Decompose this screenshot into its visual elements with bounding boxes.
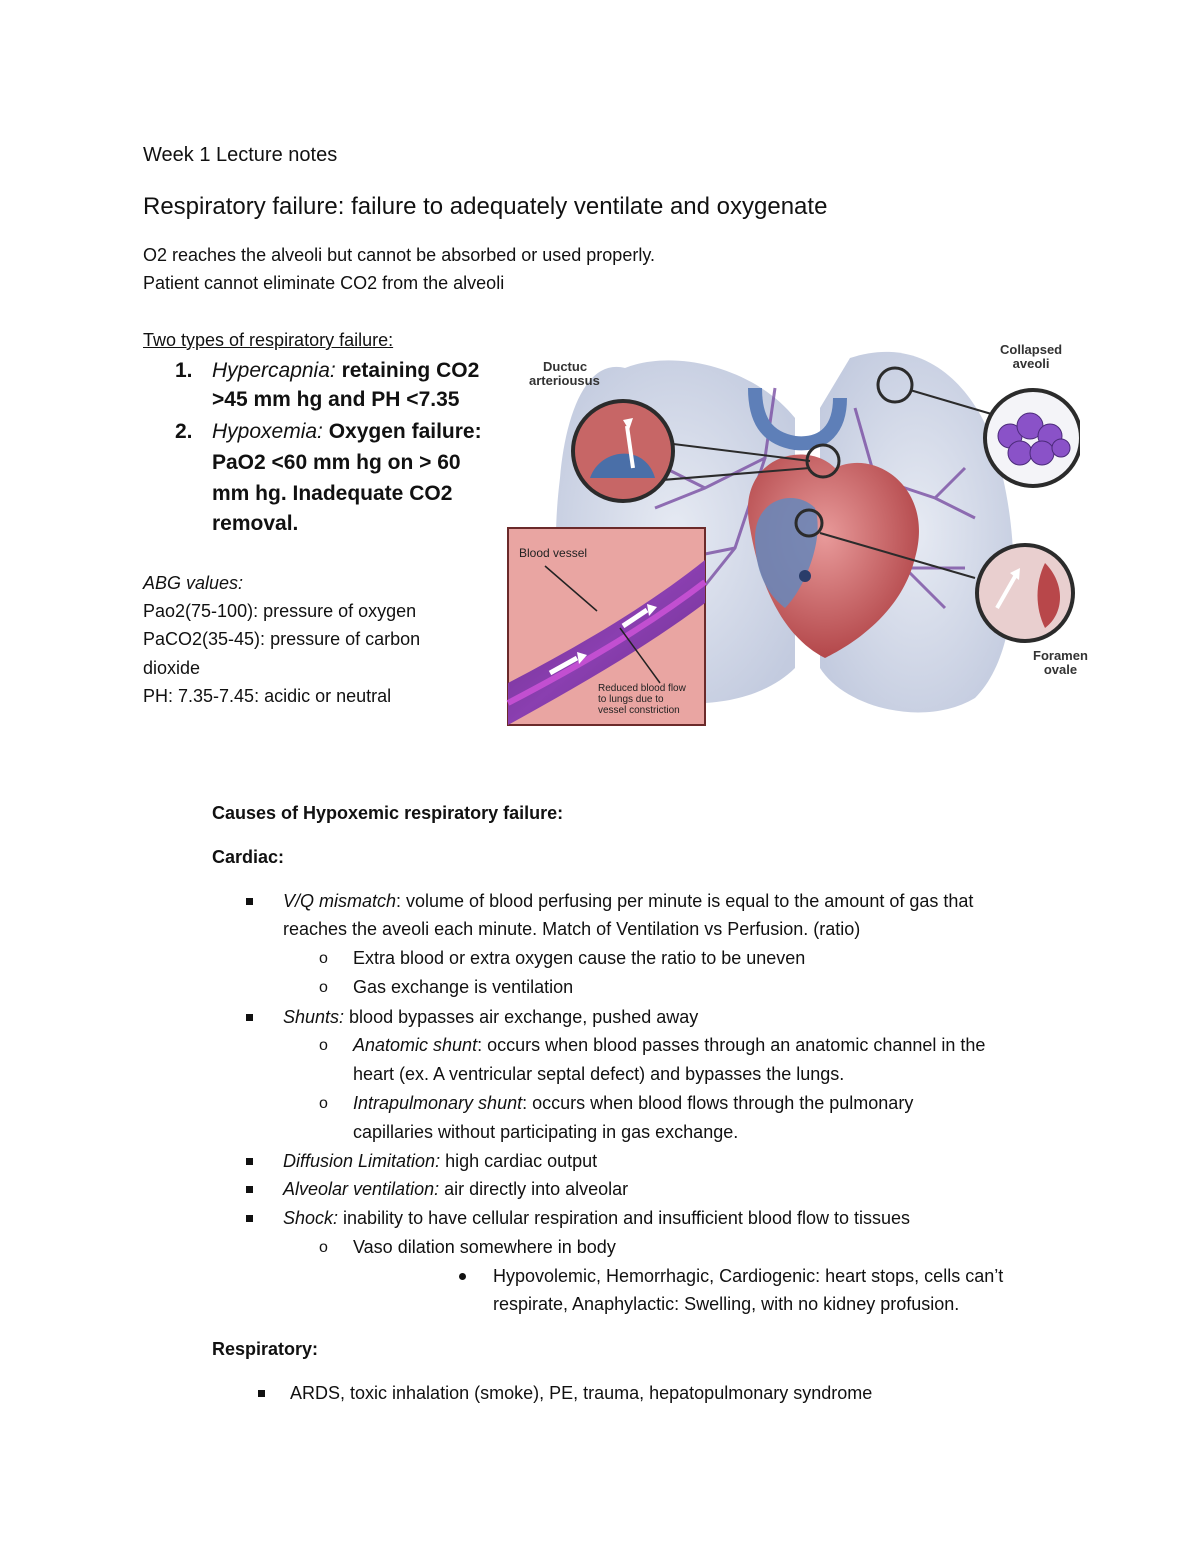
ductus-label-line-2: arteriousus [529, 373, 600, 388]
ductus-zoom [573, 401, 673, 501]
heart-lungs-figure [505, 328, 1088, 726]
doc-header: Week 1 Lecture notes [143, 144, 338, 166]
causes-heading: Causes of Hypoxemic respiratory failure: [212, 803, 564, 823]
alveolar-rest: air directly into alveolar [439, 1179, 629, 1199]
type-2-line-3: mm hg. Inadequate CO2 [212, 482, 453, 505]
cardiac-heading: Cardiac: [212, 847, 285, 867]
bullet-square [246, 898, 253, 905]
bullet-square [246, 1215, 253, 1222]
vq-line-1 [283, 891, 973, 912]
type-1-number: 1. [175, 359, 193, 382]
bullet-square [246, 1158, 253, 1165]
shunts-line [283, 1007, 698, 1028]
abg-row-2 [143, 629, 420, 650]
collapsed-label-line-2: aveoli [1012, 356, 1050, 371]
abg-row-3: dioxide [143, 658, 201, 678]
abg-row-4-text: acidic or neutral [259, 686, 392, 706]
bullet-circle: o [319, 1239, 328, 1256]
shunts-term: Shunts: [283, 1007, 345, 1027]
types-heading: Two types of respiratory failure: [143, 330, 394, 350]
diffusion-line [283, 1151, 597, 1172]
shunts-rest: blood bypasses air exchange, pushed away [344, 1007, 699, 1027]
reduced-line-3: vessel constriction [598, 705, 680, 716]
shock-term: Shock: [283, 1208, 339, 1228]
bullet-circle: o [319, 1037, 328, 1054]
collapsed-label-line-1: Collapsed [1000, 342, 1063, 357]
type-2-line-4: removal. [212, 512, 299, 535]
vq-rest: : volume of blood perfusing per minute is equal to the amount of gas that [396, 891, 974, 911]
intrapulmonary-line-1 [353, 1093, 913, 1114]
type-2-term: Hypoxemia: [212, 420, 323, 443]
type-1-line-2: >45 mm hg and PH <7.35 [212, 388, 460, 411]
type-1-line-1 [212, 359, 479, 383]
vq-line-2: reaches the aveoli each minute. Match of Ventilation vs Perfusion. (ratio) [283, 919, 861, 939]
intrapulmonary-line-2: capillaries without participating in gas exchange. [353, 1122, 739, 1142]
foramen-label-line-2: ovale [1043, 662, 1078, 677]
collapsed-label [1000, 343, 1062, 371]
bullet-square [246, 1186, 253, 1193]
bullet-circle: o [319, 1095, 328, 1112]
type-2-desc: Oxygen failure: [322, 420, 482, 443]
intro-line-1: O2 reaches the alveoli but cannot be absorbed or used properly. [143, 245, 655, 265]
bullet-circle: o [319, 950, 328, 967]
type-1-term: Hypercapnia: [212, 359, 336, 382]
abg-row-4-label: PH: 7.35-7.45: [143, 686, 260, 706]
bullet-square [258, 1390, 265, 1397]
shock-rest: inability to have cellular respiration and insufficient blood flow to tissues [338, 1208, 911, 1228]
shock-sub: Vaso dilation somewhere in body [353, 1237, 616, 1257]
bullet-dot [459, 1273, 466, 1280]
diffusion-rest: high cardiac output [440, 1151, 598, 1171]
intro-line-2: Patient cannot eliminate CO2 from the alveoli [143, 273, 505, 293]
reduced-line-1: Reduced blood flow [598, 683, 686, 694]
diffusion-term: Diffusion Limitation: [283, 1151, 441, 1171]
abg-row-2-text: pressure of carbon [265, 629, 421, 649]
abg-row-1-label: Pao2(75-100): [143, 601, 259, 621]
type-2-line-2: PaO2 <60 mm hg on > 60 [212, 451, 461, 474]
shock-subsub-1: Hypovolemic, Hemorrhagic, Cardiogenic: heart stops, cells can’t [493, 1266, 1004, 1286]
reduced-flow-label [598, 683, 686, 716]
foramen-label-line-1: Foramen [1033, 648, 1088, 663]
anatomic-rest: : occurs when blood passes through an anatomic channel in the [477, 1035, 986, 1055]
intrapulmonary-term: Intrapulmonary shunt [353, 1093, 523, 1113]
type-2-line-1 [212, 420, 482, 444]
ductus-label [529, 360, 600, 388]
vq-term: V/Q mismatch [283, 891, 397, 911]
respiratory-item: ARDS, toxic inhalation (smoke), PE, trauma, hepatopulmonary syndrome [290, 1383, 873, 1403]
collapsed-alveoli-zoom [985, 390, 1080, 486]
abg-row-4 [143, 686, 391, 707]
ductus-label-line-1: Ductuc [543, 359, 588, 374]
page-title: Respiratory failure: failure to adequately ventilate and oxygenate [143, 193, 828, 220]
blood-vessel-label: Blood vessel [519, 546, 588, 560]
reduced-line-2: to lungs due to [598, 694, 664, 705]
abg-row-2-label: PaCO2(35-45): [143, 629, 266, 649]
anatomic-term: Anatomic shunt [353, 1035, 478, 1055]
abg-row-1 [143, 601, 416, 622]
vq-sub-1: Extra blood or extra oxygen cause the ratio to be uneven [353, 948, 806, 968]
shock-subsub-2: respirate, Anaphylactic: Swelling, with no kidney profusion. [493, 1294, 960, 1314]
intrapulmonary-rest: : occurs when blood flows through the pulmonary [522, 1093, 914, 1113]
abg-row-1-text: pressure of oxygen [258, 601, 417, 621]
bullet-circle: o [319, 979, 328, 996]
foramen-zoom [977, 545, 1073, 641]
vq-sub-2: Gas exchange is ventilation [353, 977, 574, 997]
type-1-desc: retaining CO2 [335, 359, 480, 382]
bullet-square [246, 1014, 253, 1021]
anatomic-line-2: heart (ex. A ventricular septal defect) and bypasses the lungs. [353, 1064, 845, 1084]
shock-line [283, 1208, 910, 1229]
alveolar-term: Alveolar ventilation: [283, 1179, 440, 1199]
alveolar-line [283, 1179, 628, 1200]
respiratory-heading: Respiratory: [212, 1339, 319, 1359]
foramen-label [1033, 649, 1088, 677]
abg-heading: ABG values: [143, 573, 244, 593]
type-2-number: 2. [175, 420, 193, 443]
anatomic-line-1 [353, 1035, 985, 1056]
